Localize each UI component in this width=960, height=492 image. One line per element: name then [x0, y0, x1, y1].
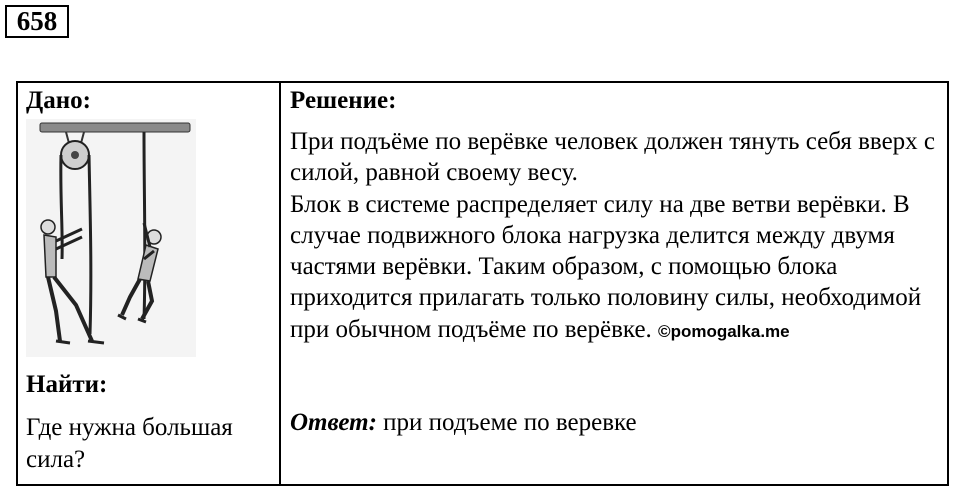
answer-label: Ответ:: [290, 409, 377, 436]
solution-text: [290, 126, 945, 347]
answer-text: при подъеме по веревке: [383, 409, 637, 436]
column-divider: [279, 83, 281, 484]
solution-paragraph: [290, 189, 945, 347]
find-question: Где нужна большая сила?: [26, 414, 233, 473]
pulley-climbers-illustration: [26, 119, 196, 357]
watermark: ©pomogalka.me: [658, 321, 790, 341]
solution-paragraph-text: Блок в системе распределяет силу на две ветви верёвки. В случае подвижного блока нагрузка делится между двумя частями верёвки. Таким образом, с помощью блока приходится прилагать только половину силы, необходимой при обычном подъёме по верёвке.: [290, 190, 922, 343]
problem-number: 658: [5, 5, 69, 38]
given-label: Дано:: [26, 87, 91, 114]
solution-paragraph: При подъёме по верёвке человек должен тянуть себя вверх с силой, равной своему весу.: [290, 128, 936, 187]
problem-table: [16, 81, 949, 486]
find-label: Найти:: [26, 371, 108, 398]
solution-label: Решение:: [290, 87, 397, 114]
answer-line: [290, 408, 637, 438]
